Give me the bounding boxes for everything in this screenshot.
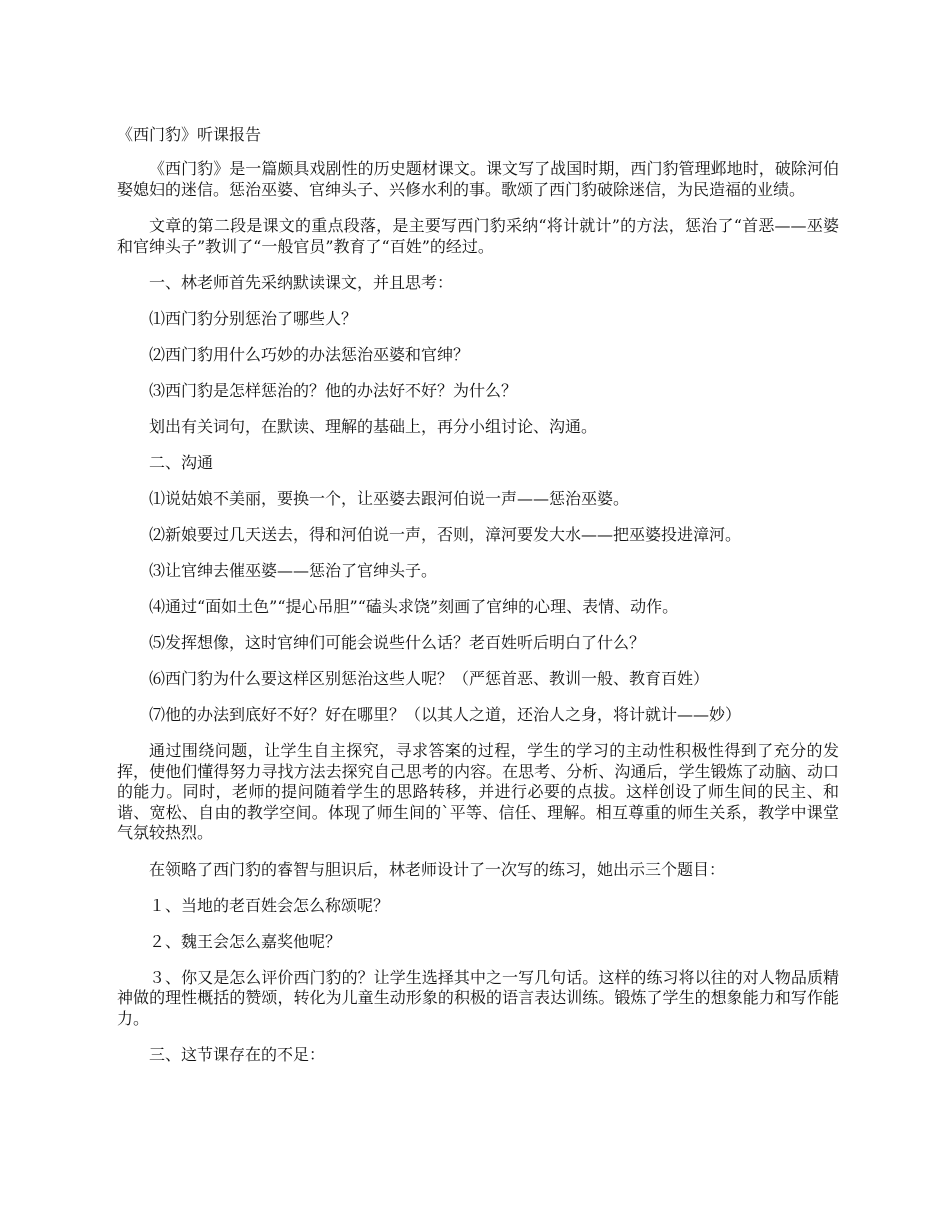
writing-exercise-intro: 在领略了西门豹的睿智与胆识后，林老师设计了一次写的练习，她出示三个题目：	[149, 859, 726, 879]
section-one-heading: 一、林老师首先采纳默读课文，并且思考：	[149, 273, 454, 292]
writing-topic-1: １、当地的老百姓会怎么称颂呢？	[149, 895, 390, 915]
document-body	[117, 124, 839, 1081]
section-three-heading: 三、这节课存在的不足：	[149, 1045, 326, 1064]
intro-paragraph: 《西门豹》是一篇颇具戏剧性的历史题材课文。课文写了战国时期，西门豹管理邺地时，破除河伯娶媳妇的迷信。惩治巫婆、官绅头子、兴修水利的事。歌颂了西门豹破除迷信，为民造福的业绩。	[117, 159, 839, 199]
section-two-heading: 二、沟通	[149, 453, 214, 472]
question-3: ⑶西门豹是怎样惩治的？他的办法好不好？为什么？	[149, 381, 518, 400]
communication-item-1: ⑴说姑娘不美丽，要换一个，让巫婆去跟河伯说一声——惩治巫婆。	[149, 489, 630, 508]
communication-item-2: ⑵新娘要过几天送去，得和河伯说一声，否则，漳河要发大水——把巫婆投进漳河。	[149, 525, 742, 544]
communication-item-6: ⑹西门豹为什么要这样区别惩治这些人呢？（严惩首恶、教训一般、教育百姓）	[149, 669, 710, 688]
communication-item-7: ⑺他的办法到底好不好？好在哪里？（以其人之道，还治人之身，将计就计——妙）	[149, 705, 742, 724]
communication-item-3: ⑶让官绅去催巫婆——惩治了官绅头子。	[149, 561, 438, 580]
writing-topic-3: ３、你又是怎么评价西门豹的？让学生选择其中之一写几句话。这样的练习将以往的对人物品质精神做的理性概括的赞颂，转化为儿童生动形象的积极的语言表达训练。锻炼了学生的想象能力和写作能力。	[117, 967, 839, 1028]
communication-item-4: ⑷通过“面如土色”“提心吊胆”“磕头求饶”刻画了官绅的心理、表情、动作。	[149, 597, 679, 616]
question-1: ⑴西门豹分别惩治了哪些人？	[149, 309, 358, 328]
key-section-paragraph: 文章的第二段是课文的重点段落，是主要写西门豹采纳“将计就计”的方法，惩治了“首恶——巫婆和官绅头子”教训了“一般官员”教育了“百姓”的经过。	[117, 216, 839, 256]
discussion-instruction: 划出有关词句，在默读、理解的基础上，再分小组讨论、沟通。	[149, 417, 598, 436]
writing-topic-2: ２、魏王会怎么嘉奖他呢？	[149, 931, 342, 951]
question-2: ⑵西门豹用什么巧妙的办法惩治巫婆和官绅？	[149, 345, 470, 364]
document-title: 《西门豹》听课报告	[117, 125, 262, 144]
analysis-paragraph: 通过围绕问题，让学生自主探究，寻求答案的过程，学生的学习的主动性积极性得到了充分的发挥，使他们懂得努力寻找方法去探究自己思考的内容。在思考、分析、沟通后，学生锻炼了动脑、动口的能力。同时，老师的提问随着学生的思路转移，并进行必要的点拔。这样创设了师生间的民主、和谐、宽松、自由的教学空间。体现了师生间的`平等、信任、理解。相互尊重的师生关系，教学中课堂气氛较热烈。	[117, 741, 839, 842]
communication-item-5: ⑸发挥想像，这时官绅们可能会说些什么话？老百姓听后明白了什么？	[149, 633, 646, 652]
